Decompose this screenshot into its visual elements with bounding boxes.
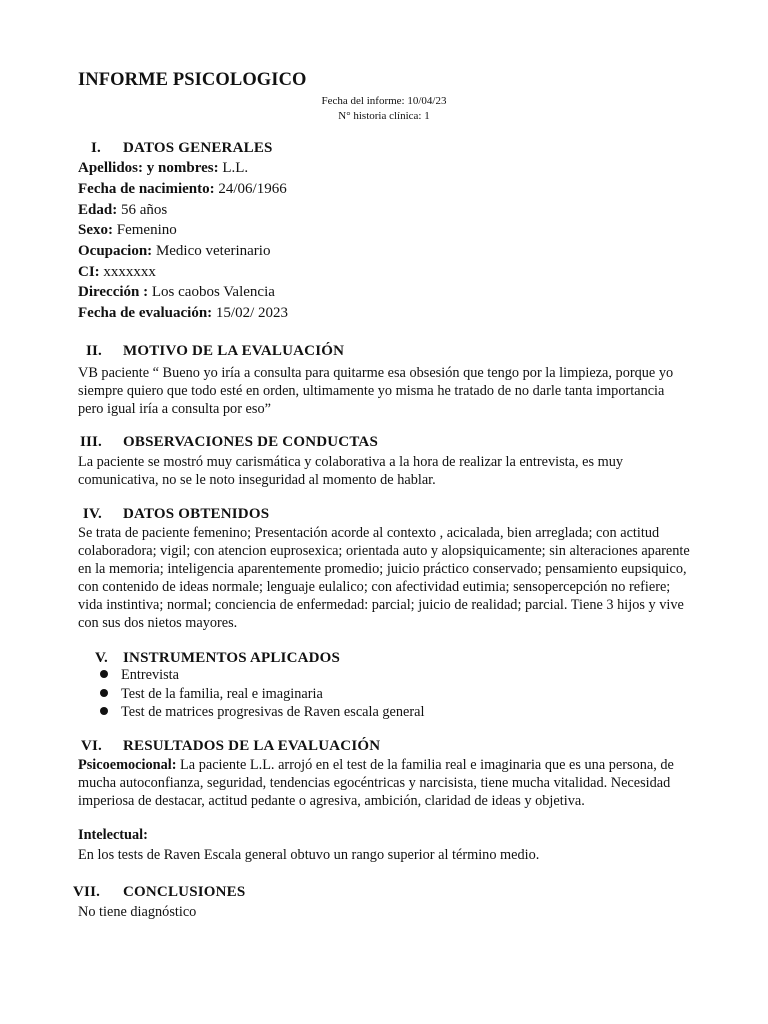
field-label: Dirección : [78,284,149,300]
section-title: RESULTADOS DE LA EVALUACIÓN [123,738,381,754]
psychoemotional-label: Psicoemocional: [78,757,177,773]
section-number: I. [91,140,101,156]
field-value: Los caobos Valencia [148,284,275,300]
field-label: Apellidos: y nombres: [78,160,219,176]
field-value: 15/02/ 2023 [212,305,288,321]
section-number: VI. [80,738,102,754]
list-item: Test de la familia, real e imaginaria [100,685,424,704]
bullet-icon [100,689,108,697]
field-row-names [78,160,248,177]
field-value: Medico veterinario [152,243,271,259]
section-number: II. [85,343,102,359]
section-title: DATOS GENERALES [123,140,273,156]
intellectual-paragraph: En los tests de Raven Escala general obtuvo un rango superior al término medio. [78,847,540,863]
report-date: Fecha del informe: 10/04/23 [321,95,447,107]
list-item: Entrevista [100,666,424,685]
intellectual-label: Intelectual: [78,827,148,843]
bullet-icon [100,707,108,715]
field-label: Sexo: [78,222,113,238]
field-row-ci [78,264,156,281]
section-title: DATOS OBTENIDOS [123,506,270,522]
field-row-age [78,202,167,219]
field-value: 56 años [117,202,168,218]
observations-paragraph: La paciente se mostró muy carismática y colaborativa a la hora de realizar la entrevista, es muy comunicativa, no se le noto inseguridad al momento de hablar. [78,454,624,488]
clinical-history-number: N° historia clínica: 1 [338,110,430,122]
field-label: Ocupacion: [78,243,153,259]
field-value: L.L. [218,160,249,176]
instruments-list [100,666,424,722]
section-number: V. [94,650,108,666]
field-row-address [78,284,275,301]
field-label: Edad: [78,202,118,218]
section-number: IV. [82,506,102,522]
reason-paragraph: VB paciente “ Bueno yo iría a consulta para quitarme esa obsesión que tengo por la limpieza, porque yo siempre quiero que todo esté en orden, ultimamente yo misma he tratado de no darle tanta importancia pero igual iría a consulta por eso” [78,365,674,417]
field-label: CI: [78,264,100,280]
field-value: Femenino [113,222,177,238]
section-number: III. [79,434,102,450]
conclusions-paragraph: No tiene diagnóstico [78,904,197,920]
section-title: CONCLUSIONES [123,884,246,900]
list-item: Test de matrices progresivas de Raven escala general [100,703,424,722]
section-title: MOTIVO DE LA EVALUACIÓN [123,343,345,359]
psychoemotional-paragraph [78,756,693,810]
field-label: Fecha de evaluación: [78,305,213,321]
field-row-evaluation-date [78,305,288,322]
obtained-data-paragraph: Se trata de paciente femenino; Presentación acorde al contexto , acicalada, bien arreglada; con actitud colaboradora; vigil; con atencion euprosexica; orientada auto y alopsiquicamente; sin alteraciones aparente en la memoria; inteligencia aparentemente promedio; juicio práctico conservado; pensamiento eupsiquico, con contenido de ideas normale; lenguaje eulalico; con afectividad eutimia; sensopercepción no refiere; vida instintiva; normal; conciencia de enfermedad: parcial; juicio de realidad; parcial. Tiene 3 hijos y vive con sus dos nietos mayores. [78,525,690,631]
field-row-occupation [78,243,270,260]
report-title: INFORME PSICOLOGICO [78,70,307,90]
field-value: 24/06/1966 [214,181,287,197]
field-label: Fecha de nacimiento: [78,181,215,197]
field-row-birthdate [78,181,287,198]
section-title: INSTRUMENTOS APLICADOS [123,650,341,666]
field-value: xxxxxxx [99,264,156,280]
field-row-sex [78,222,177,239]
section-number: VII. [73,884,101,900]
psychoemotional-text: La paciente L.L. arrojó en el test de la familia real e imaginaria que es una persona, de mucha autoconfianza, seguridad, tendencias egocéntricas y narcisista, tiene mucha vitalidad. Necesidad imperiosa de destacar, actitud pedante o agresiva, ambición, claridad de ideas y objetiva. [78,757,674,809]
bullet-icon [100,670,108,678]
section-title: OBSERVACIONES DE CONDUCTAS [123,434,379,450]
